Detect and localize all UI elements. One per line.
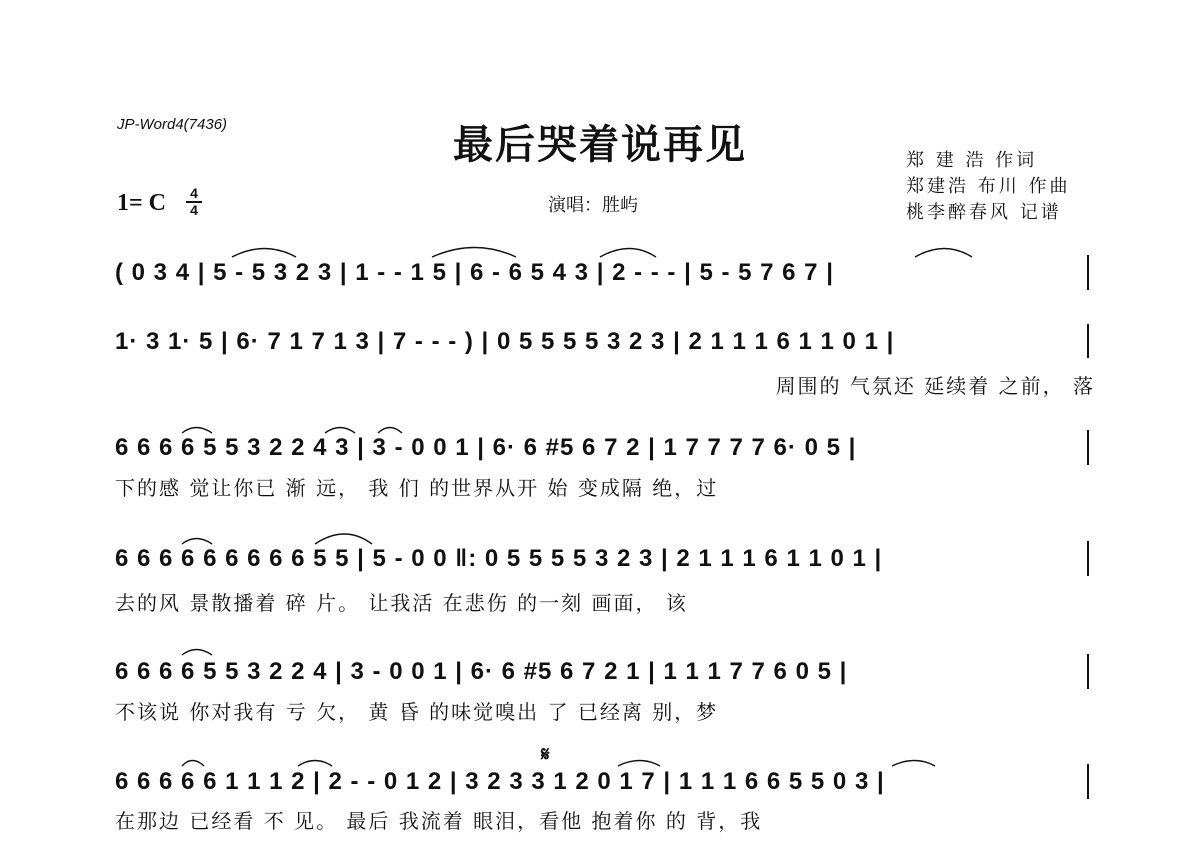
- slur-mark: [432, 248, 516, 258]
- slur-mark: [892, 761, 935, 767]
- composer-credit: 郑建浩 布川 作曲: [906, 176, 1071, 197]
- slur-mark: [298, 761, 332, 767]
- slur-mark: [325, 428, 355, 434]
- slur-mark: [182, 428, 212, 434]
- slur-mark: [182, 539, 212, 545]
- slur-mark: [315, 534, 372, 544]
- slur-mark: [232, 249, 296, 258]
- lyrics-line-5: 不该说 你对我有 亏 欠， 黄 昏 的味觉嗅出 了 已经离 别，梦: [115, 700, 719, 724]
- notes-line-5: 6 6 6 6 5 5 3 2 2 4 | 3 - 0 0 1 | 6· 6 #5 6 7 2 1 | 1 1 1 7 7 6 0 5 |: [115, 658, 848, 685]
- lyrics-line-3: 下的感 觉让你已 渐 远， 我 们 的世界从开 始 变成隔 绝，过: [115, 476, 719, 500]
- singer-label: 演唱：胜屿: [548, 195, 638, 216]
- notes-line-1: ( 0 3 4 | 5 - 5 3 2 3 | 1 - - 1 5 | 6 - 6 5 4 3 | 2 - - - | 5 - 5 7 6 7 |: [115, 259, 834, 286]
- lyrics-line-2: 周围的 气氛还 延续着 之前， 落: [775, 374, 1095, 398]
- time-signature-numerator: 4: [186, 186, 202, 203]
- slur-mark: [618, 761, 660, 767]
- slur-mark: [182, 650, 212, 656]
- segno-sign: 𝄋: [541, 742, 550, 766]
- notes-line-2: 1· 3 1· 5 | 6· 7 1 7 1 3 | 7 - - - ) | 0 5 5 5 5 3 2 3 | 2 1 1 1 6 1 1 0 1 |: [115, 328, 895, 355]
- notes-line-4: 6 6 6 6 6 6 6 6 6 5 5 | 5 - 0 0 ‖: 0 5 5 5 5 3 2 3 | 2 1 1 1 6 1 1 0 1 |: [115, 545, 883, 572]
- transcriber-credit: 桃李醉春风 记谱: [906, 202, 1062, 223]
- lyricist-credit: 郑 建 浩 作词: [906, 150, 1038, 171]
- lyrics-line-6: 在那边 已经看 不 见。 最后 我流着 眼泪，看他 抱着你 的 背，我: [115, 809, 763, 833]
- software-label: JP-Word4(7436): [117, 116, 228, 133]
- notes-line-3: 6 6 6 6 5 5 3 2 2 4 3 | 3 - 0 0 1 | 6· 6 #5 6 7 2 | 1 7 7 7 7 6· 0 5 |: [115, 434, 857, 461]
- song-title: 最后哭着说再见: [453, 121, 747, 168]
- key-signature: 1= C: [117, 190, 167, 216]
- slur-mark: [182, 761, 204, 767]
- lyrics-line-4: 去的风 景散播着 碎 片。 让我活 在悲伤 的一刻 画面， 该: [115, 591, 688, 615]
- time-signature-denominator: 4: [190, 202, 198, 218]
- slur-mark: [915, 249, 972, 258]
- slur-mark: [600, 249, 656, 258]
- slur-mark: [378, 428, 402, 434]
- notes-line-6: 6 6 6 6 6 1 1 1 2 | 2 - - 0 1 2 | 3 2 3 3 1 2 0 1 7 | 1 1 1 6 6 5 5 0 3 |: [115, 768, 885, 795]
